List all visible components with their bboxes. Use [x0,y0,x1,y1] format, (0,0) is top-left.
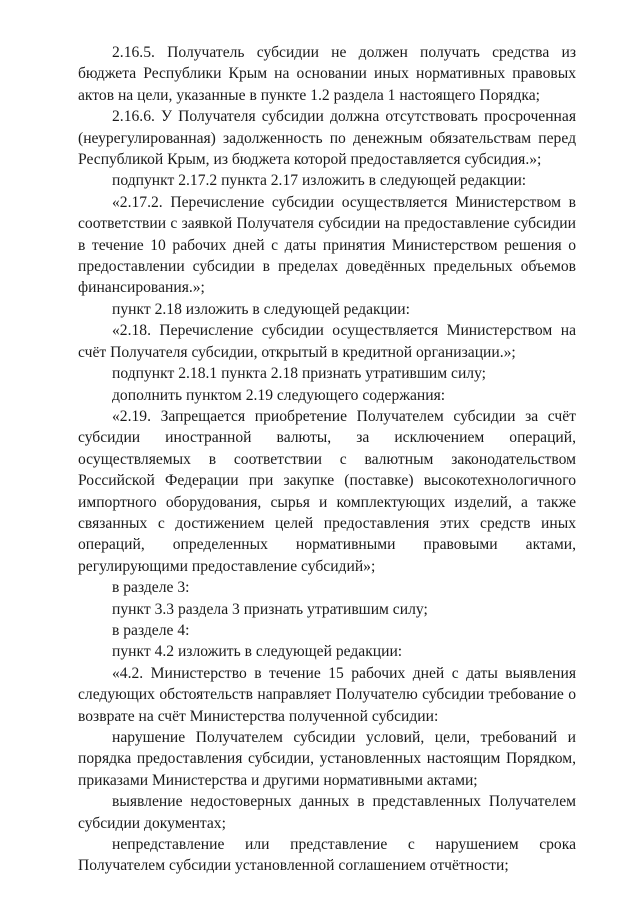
paragraph-false-data: выявление недостоверных данных в представленных Получателем субсидии документах; [78,793,576,832]
paragraph-2-19: «2.19. Запрещается приобретение Получателем субсидии за счёт субсидии иностранной валюты, за исключением операций, осуществляемых в соответствии с валютным законодательством Российской Федерации при закупке (поставке) высокотехнологичного импортного оборудования, сырья и комплектующих изделий, а также связанных с достижением целей предоставления этих средств иных операций, определенных нормативными правовыми актами, регулирующими предоставление субсидий»; [78,407,576,575]
paragraph-2-16-5: 2.16.5. Получатель субсидии не должен получать средства из бюджета Республики Крым на основании иных нормативных правовых актов на цели, указанные в пункте 1.2 раздела 1 настоящего Порядка; [78,44,576,104]
paragraph-section-3: в разделе 3: [112,579,190,597]
paragraph-amend-2-17-2: подпункт 2.17.2 пункта 2.17 изложить в следующей редакции: [112,172,527,190]
paragraph-reporting: непредставление или представление с нарушением срока Получателем субсидии установленной соглашением отчётности; [78,836,576,875]
document-page [78,42,576,877]
paragraph-2-17-2: «2.17.2. Перечисление субсидии осуществляется Министерством в соответствии с заявкой Получателя субсидии на предоставление субсидии в течение 10 рабочих дней с даты принятия Министерством решения о предоставлении субсидии в пределах доведённых предельных объемов финансирования.»; [78,193,576,297]
paragraph-2-18: «2.18. Перечисление субсидии осуществляется Министерством на счёт Получателя субсидии, открытый в кредитной организации.»; [78,322,576,361]
paragraph-amend-4-2: пункт 4.2 изложить в следующей редакции: [112,643,403,661]
paragraph-2-16-6: 2.16.6. У Получателя субсидии должна отсутствовать просроченная (неурегулированная) задолженность по денежным обязательствам перед Республикой Крым, из бюджета которой предоставляется субсидия.»; [78,108,576,169]
paragraph-amend-2-18: пункт 2.18 изложить в следующей редакции: [112,300,410,318]
paragraph-4-2: «4.2. Министерство в течение 15 рабочих дней с даты выявления следующих обстоятельств направляет Получателю субсидии требование о возврате на счёт Министерства полученной субсидии: [78,664,576,725]
paragraph-repeal-3-3: пункт 3.3 раздела 3 признать утратившим силу; [112,600,428,618]
paragraph-violation: нарушение Получателем субсидии условий, цели, требований и порядка предоставления субсидии, установленных настоящим Порядком, приказами Министерства и другими нормативными актами; [78,729,576,789]
paragraph-repeal-2-18-1: подпункт 2.18.1 пункта 2.18 признать утратившим силу; [112,365,487,383]
paragraph-section-4: в разделе 4: [112,621,190,639]
paragraph-add-2-19: дополнить пунктом 2.19 следующего содержания: [112,386,446,404]
